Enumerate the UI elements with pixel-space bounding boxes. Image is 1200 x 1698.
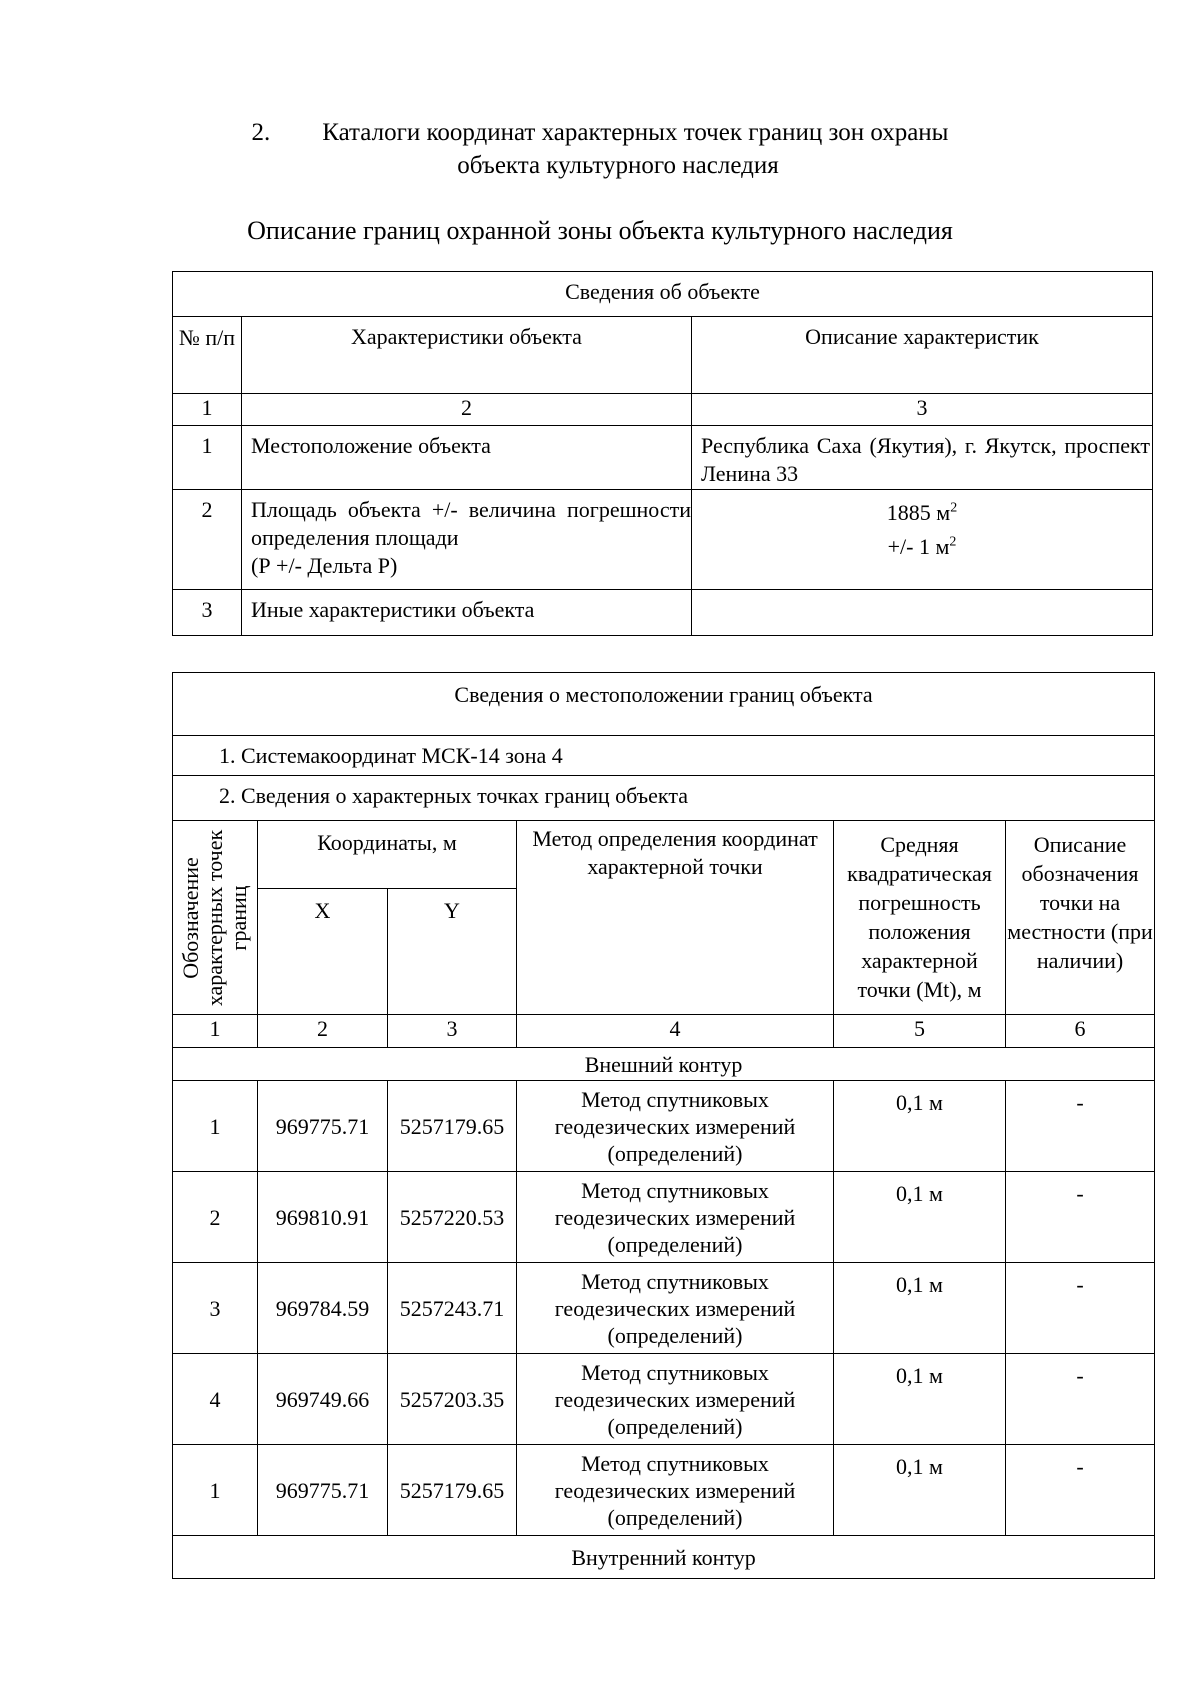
superscript: 2 [950, 500, 958, 516]
point-y: 5257203.35 [388, 1354, 517, 1445]
col-number: 1 [173, 394, 242, 426]
header-desc: Описание обозначения точки на местности (при наличии) [1006, 821, 1155, 1015]
row-value [692, 490, 1153, 590]
row-name [242, 490, 692, 590]
point-desc: - [1006, 1263, 1155, 1354]
coordinate-system: 1. Системакоординат МСК-14 зона 4 [173, 736, 1155, 776]
header-point [173, 821, 258, 1015]
section-subtitle: Описание границ охранной зоны объекта культурного наследия [247, 216, 953, 245]
header-coords: Координаты, м [258, 821, 517, 889]
header-description: Описание характеристик [692, 317, 1153, 394]
header-y: Y [388, 889, 517, 1015]
point-id: 1 [173, 1445, 258, 1536]
header-num: № п/п [173, 317, 242, 394]
point-y: 5257243.71 [388, 1263, 517, 1354]
point-error: 0,1 м [834, 1263, 1006, 1354]
point-x: 969810.91 [258, 1172, 388, 1263]
header-characteristics: Характеристики объекта [242, 317, 692, 394]
table-row [173, 590, 1153, 636]
col-number: 6 [1006, 1015, 1155, 1048]
point-desc: - [1006, 1445, 1155, 1536]
section-title-line1: Каталоги координат характерных точек границ зон охраны [322, 119, 949, 146]
col-number: 3 [692, 394, 1153, 426]
col-number: 2 [242, 394, 692, 426]
row-value [692, 590, 1153, 636]
points-caption: Сведения о местоположении границ объекта [173, 673, 1155, 736]
point-method: Метод спутниковых геодезических измерений (определений) [517, 1172, 834, 1263]
header-error: Средняя квадратическая погрешность положения характерной точки (Mt), м [834, 821, 1006, 1015]
row-name: Местоположение объекта [242, 426, 692, 490]
point-x: 969775.71 [258, 1081, 388, 1172]
col-number: 4 [517, 1015, 834, 1048]
table-row [173, 1445, 1155, 1536]
point-id: 1 [173, 1081, 258, 1172]
point-id: 4 [173, 1354, 258, 1445]
row-num: 3 [173, 590, 242, 636]
object-info-table [172, 271, 1153, 636]
col-number: 5 [834, 1015, 1006, 1048]
point-error: 0,1 м [834, 1172, 1006, 1263]
superscript: 2 [949, 534, 957, 550]
inner-contour-label: Внутренний контур [173, 1536, 1155, 1579]
table-row [173, 1354, 1155, 1445]
point-id: 2 [173, 1172, 258, 1263]
row-name: Иные характеристики объекта [242, 590, 692, 636]
header-method: Метод определения координат характерной точки [517, 821, 834, 1015]
point-x: 969784.59 [258, 1263, 388, 1354]
point-y: 5257179.65 [388, 1081, 517, 1172]
point-desc: - [1006, 1172, 1155, 1263]
area-formula: (Р +/- Дельта Р) [251, 553, 398, 578]
point-id: 3 [173, 1263, 258, 1354]
row-num: 2 [173, 490, 242, 590]
table-row [173, 1172, 1155, 1263]
row-value: Республика Саха (Якутия), г. Якутск, проспект Ленина 33 [692, 426, 1153, 490]
point-desc: - [1006, 1354, 1155, 1445]
table-row [173, 426, 1153, 490]
row-num: 1 [173, 426, 242, 490]
object-info-caption: Сведения об объекте [173, 272, 1153, 317]
point-x: 969749.66 [258, 1354, 388, 1445]
point-method: Метод спутниковых геодезических измерений (определений) [517, 1354, 834, 1445]
area-tolerance: +/- 1 м [887, 534, 950, 559]
outer-contour-label: Внешний контур [173, 1048, 1155, 1081]
point-y: 5257220.53 [388, 1172, 517, 1263]
section-title-line2: объекта культурного наследия [457, 152, 779, 179]
section-number: 2. [251, 119, 271, 146]
header-point-label: Обозначение характерных точек границ [178, 829, 251, 1006]
area-value: 1885 м [886, 500, 951, 525]
area-label: Площадь объекта +/- величина погрешности определения площади [251, 497, 691, 550]
col-number: 1 [173, 1015, 258, 1048]
point-method: Метод спутниковых геодезических измерений (определений) [517, 1081, 834, 1172]
point-error: 0,1 м [834, 1445, 1006, 1536]
boundary-points-table [172, 672, 1155, 1579]
table-row [173, 490, 1153, 590]
table-row [173, 1263, 1155, 1354]
point-x: 969775.71 [258, 1445, 388, 1536]
point-y: 5257179.65 [388, 1445, 517, 1536]
points-subcaption: 2. Сведения о характерных точках границ объекта [173, 776, 1155, 821]
header-x: X [258, 889, 388, 1015]
point-error: 0,1 м [834, 1354, 1006, 1445]
table-row [173, 1081, 1155, 1172]
point-method: Метод спутниковых геодезических измерений (определений) [517, 1263, 834, 1354]
col-number: 3 [388, 1015, 517, 1048]
col-number: 2 [258, 1015, 388, 1048]
section-title [0, 117, 1200, 149]
point-error: 0,1 м [834, 1081, 1006, 1172]
point-desc: - [1006, 1081, 1155, 1172]
point-method: Метод спутниковых геодезических измерений (определений) [517, 1445, 834, 1536]
